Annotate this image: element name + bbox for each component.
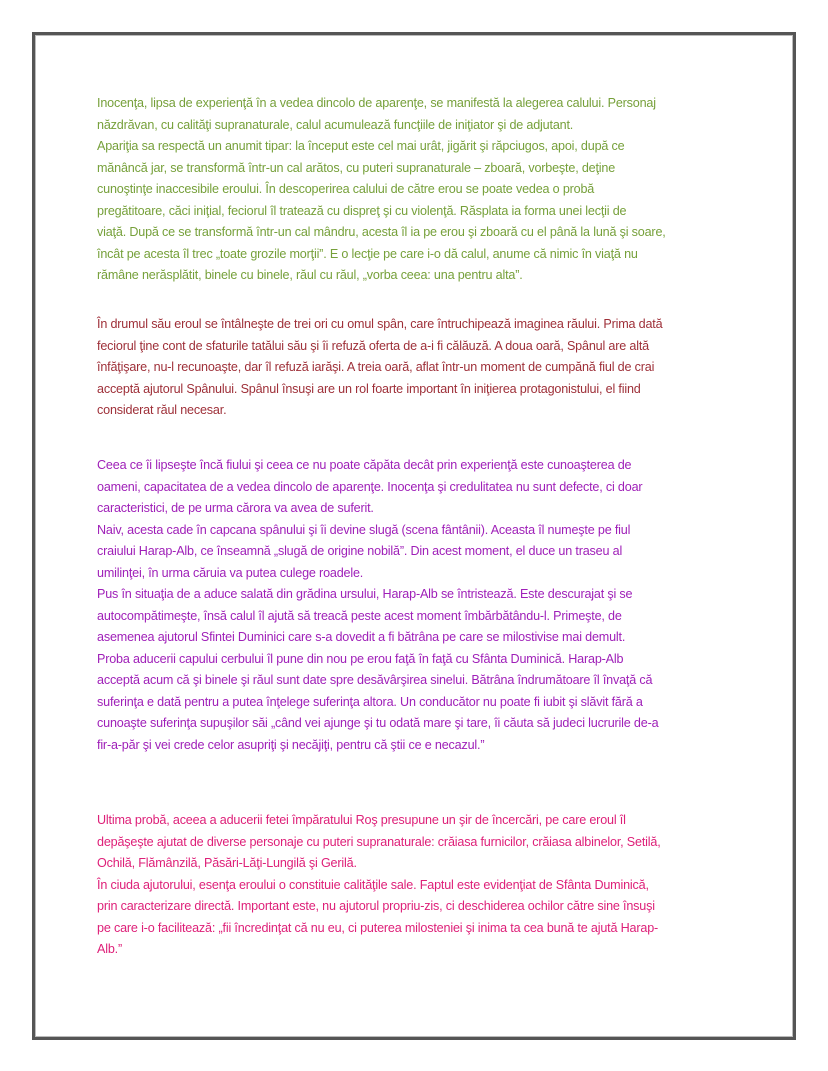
text-line: caracteristici, de pe urma cărora va avea de suferit. [97,501,374,515]
text-line: mănâncă jar, se transformă într-un cal arătos, cu puteri supranaturale – zboară, vorbeşte, deţine [97,160,616,175]
text-line: suferinţa e dată pentru a putea înţelege suferinţa altora. Un conducător nu poate fi iubit şi slăvit fără a [97,694,643,709]
text-line: acceptă ajutorul Spânului. Spânul însuşi are un rol foarte important în iniţierea protagonistului, el fiind [97,381,641,396]
text-line: năzdrăvan, cu calităţi supranaturale, calul acumulează funcţiile de iniţiator şi de adjutant. [97,117,574,132]
text-line: feciorul ţine cont de sfaturile tatălui său şi îi refuză oferta de a-i fi călăuză. A doua oară, Spânul are altă [97,338,649,353]
text-line: asemenea ajutorul Sfintei Duminici care s-a dovedit a fi bătrâna pe care se milostivise mai demult. [97,630,626,644]
text-line: pe care i-o facilitează: „fii încredinţat că nu eu, ci puterea milosteniei şi inima ta cea bună te ajută Harap- [97,920,659,935]
paragraph-span [97,314,737,422]
paragraph-horse [97,93,737,287]
text-line: viaţă. După ce se transformă într-un cal mândru, acesta îl ia pe erou şi zboară cu el până la lună şi soare, [97,225,666,239]
text-line: Alb.” [97,942,122,956]
text-line: considerat răul necesar. [97,403,227,417]
text-line: Ceea ce îi lipseşte încă fiului şi ceea ce nu poate căpăta decât prin experienţă este cunoaşterea de [97,458,632,472]
text-line: cunoştinţe inaccesibile eroului. În descoperirea calului de către erou se poate vedea o probă [97,182,595,196]
text-line: fir-a-păr şi vei crede celor asupriţi şi necăjiţi, pentru că ştii ce e necazul.” [97,737,485,752]
text-line: înfăţişare, nu-l recunoaşte, dar îl refuză iarăşi. A treia oară, aflat într-un moment de cumpănă fiul de crai [97,360,655,374]
text-line: Ultima probă, aceea a aducerii fetei împăratului Roş presupune un şir de încercări, pe care eroul îl [97,813,626,827]
text-line: Pus în situaţia de a aduce salată din grădina ursului, Harap-Alb se întristează. Este descurajat şi se [97,587,633,601]
text-line: pregătitoare, căci iniţial, feciorul îl tratează cu dispreţ şi cu violenţă. Răsplata ia forma unei lecţii de [97,203,627,218]
paragraph-last-trial [97,810,737,961]
text-line: încât pe acesta îl trec „toate grozile morţii”. E o lecţie pe care i-o dă calul, anume că nimic în viaţă nu [97,246,638,261]
text-line: craiului Harap-Alb, ce înseamnă „slugă de origine nobilă”. Din acest moment, el duce un traseu al [97,544,623,558]
text-line: În drumul său eroul se întâlneşte de trei ori cu omul spân, care întruchipează imaginea răului. Prima dată [97,317,663,331]
text-line: Inocenţa, lipsa de experienţă în a vedea dincolo de aparenţe, se manifestă la alegerea calului. Personaj [97,96,656,110]
text-line: oameni, capacitatea de a vedea dincolo de aparenţe. Inocenţa şi credulitatea nu sunt defecte, ci doar [97,479,643,494]
text-line: prin caracterizare directă. Important este, nu ajutorul propriu-zis, ci deschiderea ochilor către sine însuşi [97,899,655,913]
text-line: depăşeşte ajutat de diverse personaje cu puteri supranaturale: crăiasa furnicilor, crăiasa albinelor, Setilă, [97,834,661,849]
text-line: Ochilă, Flămânzilă, Păsări-Lăţi-Lungilă şi Gerilă. [97,856,357,870]
text-line: cunoaşte suferinţa supuşilor săi „când vei ajunge şi tu odată mare şi tare, îi căuta să judeci lucrurile de-a [97,716,659,730]
paragraph-trials [97,455,737,756]
text-line: În ciuda ajutorului, esenţa eroului o constituie calităţile sale. Faptul este evidenţiat de Sfânta Duminică, [97,877,649,892]
text-line: Apariţia sa respectă un anumit tipar: la început este cel mai urât, jigărit şi răpciugos, apoi, după ce [97,139,625,153]
text-line: rămâne nerăsplătit, binele cu binele, răul cu răul, „vorba ceea: una pentru alta”. [97,268,523,282]
text-line: autocompătimeşte, însă calul îl ajută să treacă peste acest moment îmbărbătându-l. Primeşte, de [97,608,622,623]
text-line: Proba aducerii capului cerbului îl pune din nou pe erou faţă în faţă cu Sfânta Duminică. Harap-Alb [97,651,624,666]
text-line: Naiv, acesta cade în capcana spânului şi îi devine slugă (scena fântânii). Aceasta îl numeşte pe fiul [97,522,631,537]
text-line: acceptă acum că şi binele şi răul sunt date spre desăvârşirea sinelui. Bătrâna îndrumătoare îl învaţă că [97,673,653,687]
text-line: umilinţei, în urma căruia va putea culege roadele. [97,565,364,580]
